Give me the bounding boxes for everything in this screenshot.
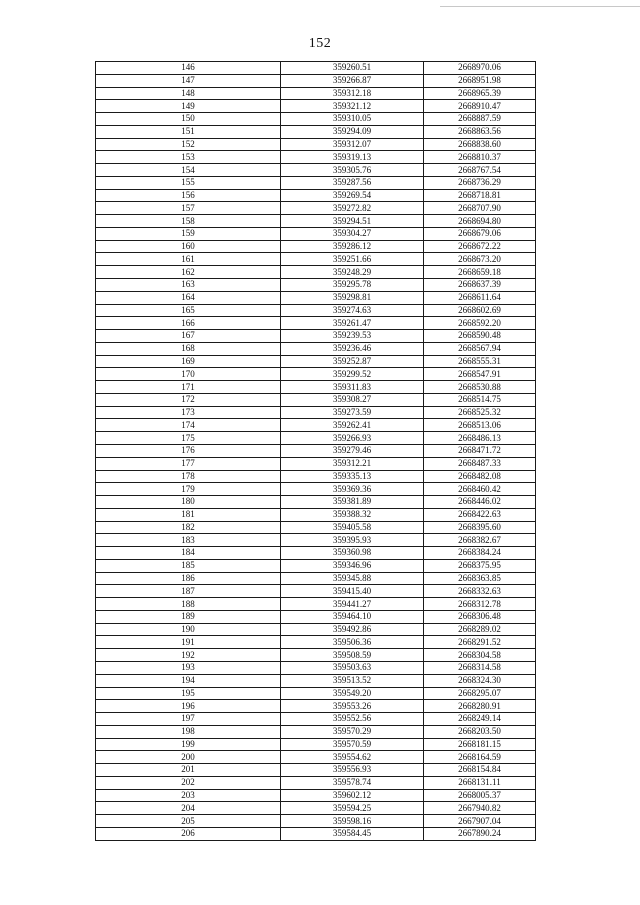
table-row [96,674,536,687]
y-coordinate-cell: 2668970.06 [424,62,536,75]
point-number-cell: 152 [96,138,281,151]
table-row [96,227,536,240]
y-coordinate-cell: 2668659.18 [424,266,536,279]
y-coordinate-cell: 2668679.06 [424,227,536,240]
point-number-cell: 175 [96,432,281,445]
table-row [96,483,536,496]
table-row [96,113,536,126]
table-row [96,87,536,100]
point-number-cell: 181 [96,508,281,521]
x-coordinate-cell: 359556.93 [281,764,424,777]
y-coordinate-cell: 2668673.20 [424,253,536,266]
table-row [96,598,536,611]
x-coordinate-cell: 359248.29 [281,266,424,279]
y-coordinate-cell: 2668810.37 [424,151,536,164]
y-coordinate-cell: 2668530.88 [424,381,536,394]
y-coordinate-cell: 2668280.91 [424,700,536,713]
x-coordinate-cell: 359299.52 [281,368,424,381]
x-coordinate-cell: 359279.46 [281,444,424,457]
y-coordinate-cell: 2668164.59 [424,751,536,764]
table-row [96,470,536,483]
point-number-cell: 158 [96,215,281,228]
x-coordinate-cell: 359266.93 [281,432,424,445]
point-number-cell: 182 [96,521,281,534]
point-number-cell: 162 [96,266,281,279]
x-coordinate-cell: 359335.13 [281,470,424,483]
table-row [96,649,536,662]
y-coordinate-cell: 2668718.81 [424,189,536,202]
y-coordinate-cell: 2668203.50 [424,725,536,738]
y-coordinate-cell: 2668363.85 [424,572,536,585]
table-row [96,802,536,815]
point-number-cell: 188 [96,598,281,611]
y-coordinate-cell: 2668295.07 [424,687,536,700]
y-coordinate-cell: 2668736.29 [424,176,536,189]
y-coordinate-cell: 2668707.90 [424,202,536,215]
point-number-cell: 177 [96,457,281,470]
point-number-cell: 176 [96,444,281,457]
point-number-cell: 185 [96,559,281,572]
point-number-cell: 180 [96,496,281,509]
point-number-cell: 203 [96,789,281,802]
point-number-cell: 202 [96,776,281,789]
x-coordinate-cell: 359549.20 [281,687,424,700]
point-number-cell: 189 [96,610,281,623]
point-number-cell: 146 [96,62,281,75]
y-coordinate-cell: 2668547.91 [424,368,536,381]
point-number-cell: 194 [96,674,281,687]
x-coordinate-cell: 359236.46 [281,342,424,355]
x-coordinate-cell: 359602.12 [281,789,424,802]
x-coordinate-cell: 359513.52 [281,674,424,687]
table-row [96,393,536,406]
table-row [96,138,536,151]
table-row [96,189,536,202]
y-coordinate-cell: 2668471.72 [424,444,536,457]
coordinates-table [95,61,536,841]
y-coordinate-cell: 2668422.63 [424,508,536,521]
point-number-cell: 186 [96,572,281,585]
table-row [96,496,536,509]
x-coordinate-cell: 359239.53 [281,330,424,343]
table-row [96,815,536,828]
x-coordinate-cell: 359308.27 [281,393,424,406]
x-coordinate-cell: 359554.62 [281,751,424,764]
table-row [96,738,536,751]
x-coordinate-cell: 359570.59 [281,738,424,751]
y-coordinate-cell: 2668482.08 [424,470,536,483]
page-number: 152 [308,36,332,51]
point-number-cell: 148 [96,87,281,100]
table-row [96,559,536,572]
point-number-cell: 165 [96,304,281,317]
x-coordinate-cell: 359312.18 [281,87,424,100]
x-coordinate-cell: 359503.63 [281,661,424,674]
x-coordinate-cell: 359266.87 [281,74,424,87]
point-number-cell: 159 [96,227,281,240]
point-number-cell: 183 [96,534,281,547]
point-number-cell: 150 [96,113,281,126]
y-coordinate-cell: 2668304.58 [424,649,536,662]
y-coordinate-cell: 2668332.63 [424,585,536,598]
table-row [96,508,536,521]
x-coordinate-cell: 359252.87 [281,355,424,368]
x-coordinate-cell: 359260.51 [281,62,424,75]
x-coordinate-cell: 359321.12 [281,100,424,113]
y-coordinate-cell: 2668910.47 [424,100,536,113]
x-coordinate-cell: 359269.54 [281,189,424,202]
point-number-cell: 201 [96,764,281,777]
y-coordinate-cell: 2668525.32 [424,406,536,419]
y-coordinate-cell: 2668672.22 [424,240,536,253]
table-row [96,164,536,177]
point-number-cell: 205 [96,815,281,828]
point-number-cell: 195 [96,687,281,700]
x-coordinate-cell: 359294.51 [281,215,424,228]
table-row [96,342,536,355]
y-coordinate-cell: 2668312.78 [424,598,536,611]
x-coordinate-cell: 359441.27 [281,598,424,611]
x-coordinate-cell: 359272.82 [281,202,424,215]
point-number-cell: 157 [96,202,281,215]
point-number-cell: 149 [96,100,281,113]
y-coordinate-cell: 2668446.02 [424,496,536,509]
y-coordinate-cell: 2668005.37 [424,789,536,802]
point-number-cell: 206 [96,827,281,840]
y-coordinate-cell: 2668767.54 [424,164,536,177]
x-coordinate-cell: 359598.16 [281,815,424,828]
point-number-cell: 190 [96,623,281,636]
table-row [96,713,536,726]
coordinates-table-body [96,62,536,841]
point-number-cell: 197 [96,713,281,726]
x-coordinate-cell: 359346.96 [281,559,424,572]
table-row [96,661,536,674]
y-coordinate-cell: 2668324.30 [424,674,536,687]
table-row [96,419,536,432]
y-coordinate-cell: 2668965.39 [424,87,536,100]
table-row [96,291,536,304]
y-coordinate-cell: 2668291.52 [424,636,536,649]
x-coordinate-cell: 359381.89 [281,496,424,509]
table-row [96,125,536,138]
point-number-cell: 198 [96,725,281,738]
point-number-cell: 169 [96,355,281,368]
y-coordinate-cell: 2668487.33 [424,457,536,470]
y-coordinate-cell: 2668249.14 [424,713,536,726]
y-coordinate-cell: 2668395.60 [424,521,536,534]
point-number-cell: 187 [96,585,281,598]
y-coordinate-cell: 2668154.84 [424,764,536,777]
point-number-cell: 168 [96,342,281,355]
y-coordinate-cell: 2667890.24 [424,827,536,840]
table-row [96,355,536,368]
point-number-cell: 178 [96,470,281,483]
table-row [96,547,536,560]
x-coordinate-cell: 359251.66 [281,253,424,266]
table-row [96,330,536,343]
x-coordinate-cell: 359298.81 [281,291,424,304]
y-coordinate-cell: 2668611.64 [424,291,536,304]
point-number-cell: 164 [96,291,281,304]
scan-edge-line [440,6,640,7]
table-row [96,827,536,840]
table-row [96,751,536,764]
y-coordinate-cell: 2668460.42 [424,483,536,496]
x-coordinate-cell: 359310.05 [281,113,424,126]
y-coordinate-cell: 2668486.13 [424,432,536,445]
table-row [96,151,536,164]
y-coordinate-cell: 2668590.48 [424,330,536,343]
table-row [96,432,536,445]
point-number-cell: 163 [96,279,281,292]
y-coordinate-cell: 2668289.02 [424,623,536,636]
table-row [96,176,536,189]
x-coordinate-cell: 359369.36 [281,483,424,496]
table-row [96,253,536,266]
y-coordinate-cell: 2668555.31 [424,355,536,368]
table-row [96,381,536,394]
point-number-cell: 170 [96,368,281,381]
y-coordinate-cell: 2668384.24 [424,547,536,560]
point-number-cell: 173 [96,406,281,419]
point-number-cell: 184 [96,547,281,560]
table-row [96,304,536,317]
point-number-cell: 151 [96,125,281,138]
point-number-cell: 196 [96,700,281,713]
table-row [96,202,536,215]
table-row [96,623,536,636]
table-row [96,279,536,292]
x-coordinate-cell: 359286.12 [281,240,424,253]
point-number-cell: 179 [96,483,281,496]
table-row [96,100,536,113]
y-coordinate-cell: 2668838.60 [424,138,536,151]
table-row [96,74,536,87]
table-row [96,534,536,547]
table-row [96,240,536,253]
table-row [96,572,536,585]
y-coordinate-cell: 2668567.94 [424,342,536,355]
table-row [96,687,536,700]
x-coordinate-cell: 359552.56 [281,713,424,726]
point-number-cell: 160 [96,240,281,253]
x-coordinate-cell: 359360.98 [281,547,424,560]
table-row [96,700,536,713]
x-coordinate-cell: 359570.29 [281,725,424,738]
x-coordinate-cell: 359312.21 [281,457,424,470]
y-coordinate-cell: 2668314.58 [424,661,536,674]
x-coordinate-cell: 359305.76 [281,164,424,177]
x-coordinate-cell: 359294.09 [281,125,424,138]
y-coordinate-cell: 2668382.67 [424,534,536,547]
table-row [96,444,536,457]
y-coordinate-cell: 2668181.15 [424,738,536,751]
x-coordinate-cell: 359492.86 [281,623,424,636]
table-row [96,317,536,330]
x-coordinate-cell: 359578.74 [281,776,424,789]
table-row [96,764,536,777]
x-coordinate-cell: 359388.32 [281,508,424,521]
point-number-cell: 174 [96,419,281,432]
table-row [96,266,536,279]
point-number-cell: 192 [96,649,281,662]
y-coordinate-cell: 2667907.04 [424,815,536,828]
table-row [96,610,536,623]
y-coordinate-cell: 2668694.80 [424,215,536,228]
x-coordinate-cell: 359584.45 [281,827,424,840]
x-coordinate-cell: 359464.10 [281,610,424,623]
y-coordinate-cell: 2668375.95 [424,559,536,572]
y-coordinate-cell: 2668951.98 [424,74,536,87]
y-coordinate-cell: 2668592.20 [424,317,536,330]
x-coordinate-cell: 359287.56 [281,176,424,189]
table-row [96,636,536,649]
y-coordinate-cell: 2668637.39 [424,279,536,292]
table-row [96,457,536,470]
x-coordinate-cell: 359261.47 [281,317,424,330]
x-coordinate-cell: 359594.25 [281,802,424,815]
x-coordinate-cell: 359345.88 [281,572,424,585]
x-coordinate-cell: 359311.83 [281,381,424,394]
point-number-cell: 204 [96,802,281,815]
x-coordinate-cell: 359508.59 [281,649,424,662]
point-number-cell: 193 [96,661,281,674]
table-row [96,776,536,789]
point-number-cell: 147 [96,74,281,87]
y-coordinate-cell: 2668514.75 [424,393,536,406]
y-coordinate-cell: 2668306.48 [424,610,536,623]
table-row [96,521,536,534]
point-number-cell: 200 [96,751,281,764]
x-coordinate-cell: 359395.93 [281,534,424,547]
point-number-cell: 153 [96,151,281,164]
point-number-cell: 172 [96,393,281,406]
point-number-cell: 155 [96,176,281,189]
x-coordinate-cell: 359506.36 [281,636,424,649]
table-row [96,368,536,381]
x-coordinate-cell: 359319.13 [281,151,424,164]
table-row [96,62,536,75]
x-coordinate-cell: 359273.59 [281,406,424,419]
y-coordinate-cell: 2668513.06 [424,419,536,432]
x-coordinate-cell: 359304.27 [281,227,424,240]
table-row [96,725,536,738]
y-coordinate-cell: 2668863.56 [424,125,536,138]
point-number-cell: 161 [96,253,281,266]
point-number-cell: 191 [96,636,281,649]
x-coordinate-cell: 359312.07 [281,138,424,151]
table-row [96,215,536,228]
y-coordinate-cell: 2667940.82 [424,802,536,815]
x-coordinate-cell: 359295.78 [281,279,424,292]
x-coordinate-cell: 359262.41 [281,419,424,432]
y-coordinate-cell: 2668131.11 [424,776,536,789]
table-row [96,789,536,802]
x-coordinate-cell: 359415.40 [281,585,424,598]
x-coordinate-cell: 359553.26 [281,700,424,713]
table-row [96,585,536,598]
point-number-cell: 199 [96,738,281,751]
y-coordinate-cell: 2668887.59 [424,113,536,126]
point-number-cell: 166 [96,317,281,330]
point-number-cell: 156 [96,189,281,202]
point-number-cell: 154 [96,164,281,177]
point-number-cell: 171 [96,381,281,394]
x-coordinate-cell: 359274.63 [281,304,424,317]
table-row [96,406,536,419]
x-coordinate-cell: 359405.58 [281,521,424,534]
point-number-cell: 167 [96,330,281,343]
y-coordinate-cell: 2668602.69 [424,304,536,317]
